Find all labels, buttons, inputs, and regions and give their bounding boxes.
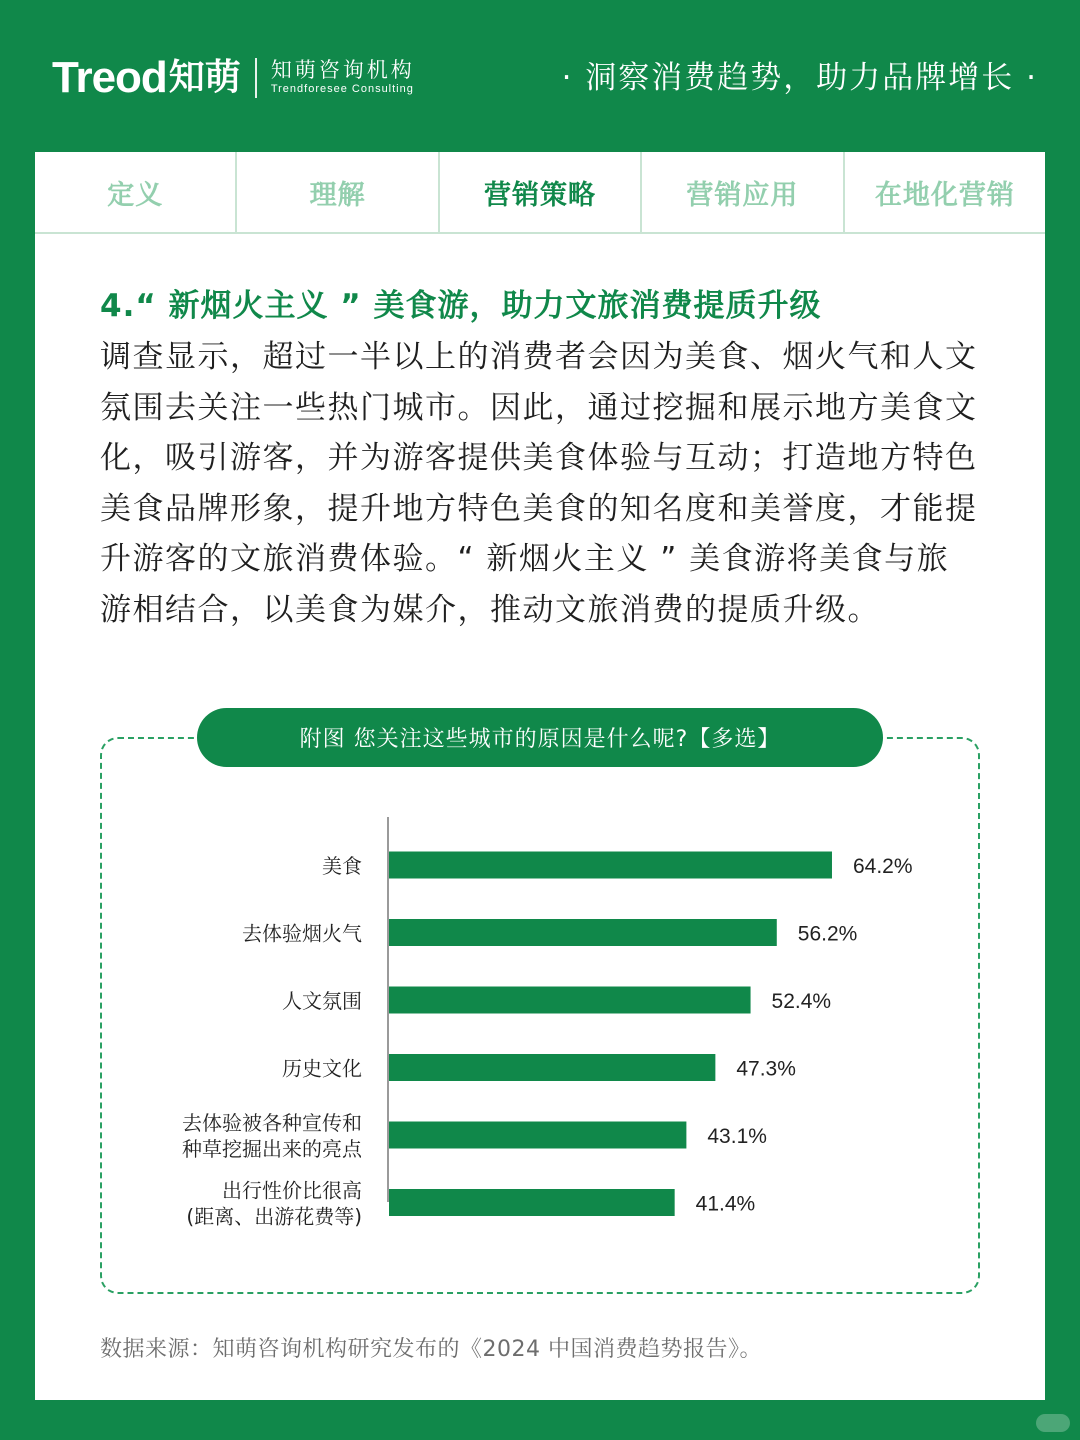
- tab-label: 营销应用: [686, 179, 799, 211]
- tab-label: 营销策略: [484, 179, 597, 211]
- bar-value-label: 56.2%: [797, 922, 858, 946]
- watermark-badge: [1036, 1414, 1070, 1432]
- bar-value-label: 64.2%: [852, 855, 913, 878]
- section-title: 4.“ 新烟火主义 ” 美食游，助力文旅消费提质升级: [100, 288, 822, 324]
- logo-divider: [255, 58, 257, 98]
- category-label: 去体验烟火气: [242, 921, 362, 946]
- org-name: [271, 58, 415, 98]
- data-source: 数据来源：知萌咨询机构研究发布的《2024 中国消费趋势报告》。: [100, 1337, 762, 1362]
- tab-localized-marketing[interactable]: [845, 152, 1045, 232]
- logo-wordmark: Treod: [52, 53, 167, 102]
- category-label: 出行性价比很高: [222, 1178, 362, 1203]
- org-name-en: Trendforesee Consulting: [270, 83, 414, 96]
- tab-label: 理解: [309, 179, 366, 211]
- category-label: 种草挖掘出来的亮点: [182, 1137, 362, 1161]
- bar-value-label: 47.3%: [736, 1057, 796, 1081]
- category-label: 去体验被各种宣传和: [182, 1111, 362, 1135]
- bar: [389, 1189, 675, 1216]
- category-label: 历史文化: [282, 1056, 362, 1081]
- bar-chart: [100, 737, 980, 1294]
- bar: [389, 919, 777, 946]
- tab-definition[interactable]: [35, 152, 237, 232]
- category-label: 美食: [322, 854, 362, 878]
- bar: [389, 1122, 686, 1149]
- bar-value-label: 43.1%: [707, 1125, 767, 1148]
- brand-logo: [52, 53, 415, 102]
- section-paragraph: 调查显示，超过一半以上的消费者会因为美食、烟火气和人文氛围去关注一些热门城市。因此，通过挖掘和展示地方美食文化，吸引游客，并为游客提供美食体验与互动；打造地方特色美食品牌形象，提升地方特色美食的知名度和美誉度，才能提升游客的文旅消费体验。“ 新烟火主义 ” 美食游将美食与旅游相结合，以美食为媒介，推动文旅消费的提质升级。: [100, 339, 978, 628]
- tab-label: 定义: [107, 179, 164, 211]
- chart-title: 附图 您关注这些城市的原因是什么呢?【多选】: [197, 708, 883, 767]
- category-label: 人文氛围: [282, 989, 362, 1013]
- org-name-cn: 知萌咨询机构: [270, 58, 415, 83]
- bar: [389, 987, 751, 1014]
- slogan: · 洞察消费趋势，助力品牌增长 ·: [561, 60, 1038, 96]
- bar-value-label: 41.4%: [695, 1192, 756, 1216]
- header: [0, 0, 1080, 152]
- tab-understanding[interactable]: [237, 152, 439, 232]
- bar: [389, 1054, 715, 1081]
- tab-marketing-application[interactable]: [642, 152, 844, 232]
- tab-marketing-strategy[interactable]: [440, 152, 642, 232]
- category-label: (距离、出游花费等): [186, 1204, 362, 1229]
- tab-label: 在地化营销: [874, 179, 1015, 211]
- tab-bar: [35, 152, 1045, 234]
- content-card: [35, 152, 1045, 1400]
- logo-cn: 知萌: [168, 57, 241, 98]
- bar: [389, 852, 832, 879]
- bar-value-label: 52.4%: [771, 990, 832, 1013]
